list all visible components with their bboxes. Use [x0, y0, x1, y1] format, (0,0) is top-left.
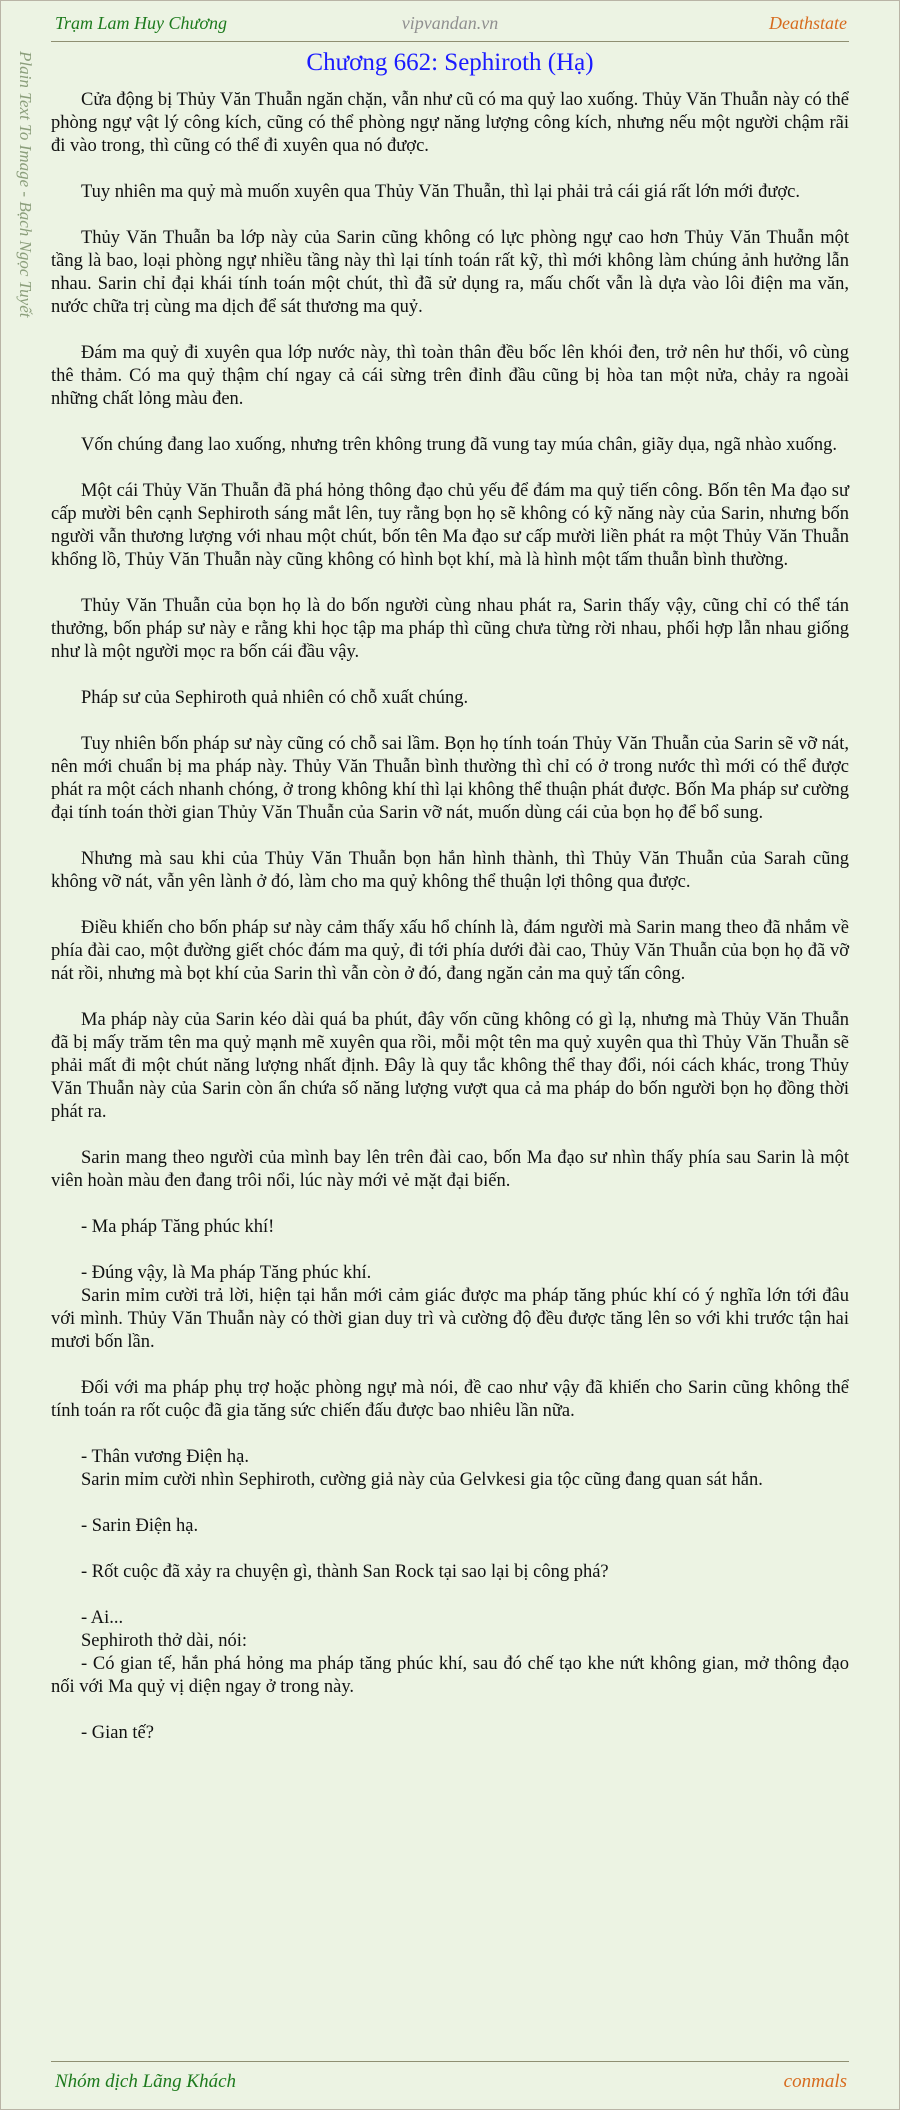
footer-right: conmals: [783, 2071, 847, 2092]
dialogue-line: - Rốt cuộc đã xảy ra chuyện gì, thành San Rock tại sao lại bị công phá?: [81, 1562, 609, 1582]
paragraph: Nhưng mà sau khi của Thủy Văn Thuẫn bọn hắn hình thành, thì Thủy Văn Thuẫn của Sarah cũng không vỡ nát, vẫn yên lành ở đó, làm cho ma quỷ không thể thuận lợi thông qua được.: [51, 849, 849, 892]
paragraph: Đám ma quỷ đi xuyên qua lớp nước này, thì toàn thân đều bốc lên khói đen, trở nên hư thối, vô cùng thê thảm. Có ma quỷ thậm chí ngay cả cái sừng trên đỉnh đầu cũng bị hòa tan một nửa, chảy ra ngoài những chất lỏng màu đen.: [51, 343, 849, 409]
paragraph: Tuy nhiên bốn pháp sư này cũng có chỗ sai lầm. Bọn họ tính toán Thủy Văn Thuẫn của Sarin sẽ vỡ nát, nên mới chuẩn bị ma pháp này. Thủy Văn Thuẫn bình thường thì chỉ có ở trong nước thì mới có thể được phát ra một cách nhanh chóng, ở trong không khí thì lại không thể thuận phát được. Bốn Ma pháp sư cường đại tính toán thời gian Thủy Văn Thuẫn của Sarin vỡ nát, muốn dùng cái của bọn họ để bổ sung.: [51, 734, 849, 823]
dialogue-line: - Đúng vậy, là Ma pháp Tăng phúc khí.: [81, 1263, 372, 1283]
paragraph: Sarin mỉm cười nhìn Sephiroth, cường giả này của Gelvkesi gia tộc cũng đang quan sát hắn.: [81, 1470, 763, 1490]
dialogue-line: - Ai...: [81, 1608, 124, 1628]
paragraph: Sarin mang theo người của mình bay lên trên đài cao, bốn Ma đạo sư nhìn thấy phía sau Sarin là một viên hoàn màu đen đang trôi nổi, lúc này mới vẻ mặt đại biến.: [51, 1148, 849, 1191]
header-divider: [51, 41, 849, 42]
paragraph: Sarin mỉm cười trả lời, hiện tại hắn mới cảm giác được ma pháp tăng phúc khí có ý nghĩa lớn tới đâu với mình. Thủy Văn Thuẫn này có thời gian duy trì và cường độ đều được tăng lên so với khi trước tận hai mươi bốn lần.: [51, 1286, 849, 1352]
paragraph: Điều khiến cho bốn pháp sư này cảm thấy xấu hổ chính là, đám người mà Sarin mang theo đã nhắm về phía đài cao, một đường giết chóc đám ma quỷ, đi tới phía dưới đài cao, Thủy Văn Thuẫn của bọn họ đã vỡ nát rồi, nhưng mà bọt khí của Sarin thì vẫn còn ở đó, đang ngăn cản ma quỷ tấn công.: [51, 918, 849, 984]
chapter-body: [51, 89, 849, 1768]
paragraph: Một cái Thủy Văn Thuẫn đã phá hỏng thông đạo chủ yếu để đám ma quỷ tiến công. Bốn tên Ma đạo sư cấp mười bên cạnh Sephiroth sáng mắt lên, tuy rằng bọn họ sẽ không có kỹ năng này của Sarin, nhưng bốn người vẫn thương lượng với nhau một chút, bốn tên Ma đạo sư cấp mười liền phát ra một Thủy Văn Thuẫn khổng lồ, Thủy Văn Thuẫn này cũng không có hình bọt khí, mà là hình một tấm thuẫn bình thường.: [51, 481, 849, 570]
paragraph: Cửa động bị Thủy Văn Thuẫn ngăn chặn, vẫn như cũ có ma quỷ lao xuống. Thủy Văn Thuẫn này có thể phòng ngự vật lý công kích, cũng có thể phòng ngự năng lượng công kích, nhưng nếu một người chậm rãi đi vào trong, thì cũng có thể đi xuyên qua nó được.: [51, 90, 849, 156]
paragraph: Vốn chúng đang lao xuống, nhưng trên không trung đã vung tay múa chân, giãy dụa, ngã nhào xuống.: [81, 435, 838, 455]
paragraph: Sephiroth thở dài, nói:: [81, 1631, 247, 1651]
paragraph: Tuy nhiên ma quỷ mà muốn xuyên qua Thủy Văn Thuẫn, thì lại phải trả cái giá rất lớn mới được.: [81, 182, 800, 202]
dialogue-line: - Gian tế?: [81, 1723, 154, 1743]
paragraph: Thủy Văn Thuẫn của bọn họ là do bốn người cùng nhau phát ra, Sarin thấy vậy, cũng chỉ có thể tán thưởng, bốn pháp sư này e rằng khi học tập ma pháp thì cũng chưa từng rời nhau, phối hợp lẫn nhau giống như là một người mọc ra bốn cái đầu vậy.: [51, 596, 849, 662]
side-watermark: [3, 51, 47, 411]
dialogue-line: - Thân vương Điện hạ.: [81, 1447, 249, 1467]
paragraph: Pháp sư của Sephiroth quả nhiên có chỗ xuất chúng.: [81, 688, 469, 708]
dialogue-line: - Sarin Điện hạ.: [81, 1516, 199, 1536]
header-center: vipvandan.vn: [401, 13, 499, 33]
chapter-title: Chương 662: Sephiroth (Hạ): [306, 49, 594, 76]
page-header: [51, 11, 849, 39]
footer-divider: [51, 2061, 849, 2062]
header-right: Deathstate: [769, 13, 847, 33]
paragraph: Thủy Văn Thuẫn ba lớp này của Sarin cũng không có lực phòng ngự cao hơn Thủy Văn Thuẫn một tầng là bao, loại phòng ngự nhiều tầng này thì lại tính toán rất kỹ, thì mới không làm chúng ảnh hưởng lẫn nhau. Sarin chỉ đại khái tính toán một chút, thì đã sử dụng ra, mấu chốt vẫn là dựa vào lôi điện ma văn, nước chữa trị cùng ma dịch để sát thương ma quỷ.: [51, 228, 849, 317]
footer-left: Nhóm dịch Lãng Khách: [55, 2071, 237, 2092]
paragraph: Ma pháp này của Sarin kéo dài quá ba phút, đây vốn cũng không có gì lạ, nhưng mà Thủy Văn Thuẫn đã bị mấy trăm tên ma quỷ mạnh mẽ xuyên qua rồi, mỗi một tên ma quỷ xuyên qua thì Thủy Văn Thuẫn sẽ phải mất đi một chút năng lượng nhất định. Đây là quy tắc không thể thay đổi, nói cách khác, trong Thủy Văn Thuẫn này của Sarin còn ẩn chứa số năng lượng vượt qua cả ma pháp do bốn người bọn họ đồng thời phát ra.: [51, 1010, 849, 1122]
paragraph: Đối với ma pháp phụ trợ hoặc phòng ngự mà nói, đề cao như vậy đã khiến cho Sarin cũng không thể tính toán ra rốt cuộc đã gia tăng sức chiến đấu được bao nhiêu lần nữa.: [51, 1378, 849, 1421]
dialogue-line: - Ma pháp Tăng phúc khí!: [81, 1217, 275, 1237]
side-text: Plain Text To Image - Bạch Ngọc Tuyết: [16, 51, 35, 318]
dialogue-line: - Có gian tế, hắn phá hỏng ma pháp tăng phúc khí, sau đó chế tạo khe nứt không gian, mở thông đạo nối với Ma quỷ vị diện ngay ở trong này.: [51, 1654, 849, 1697]
header-left: Trạm Lam Huy Chương: [55, 13, 227, 33]
page-footer: [51, 2067, 849, 2097]
